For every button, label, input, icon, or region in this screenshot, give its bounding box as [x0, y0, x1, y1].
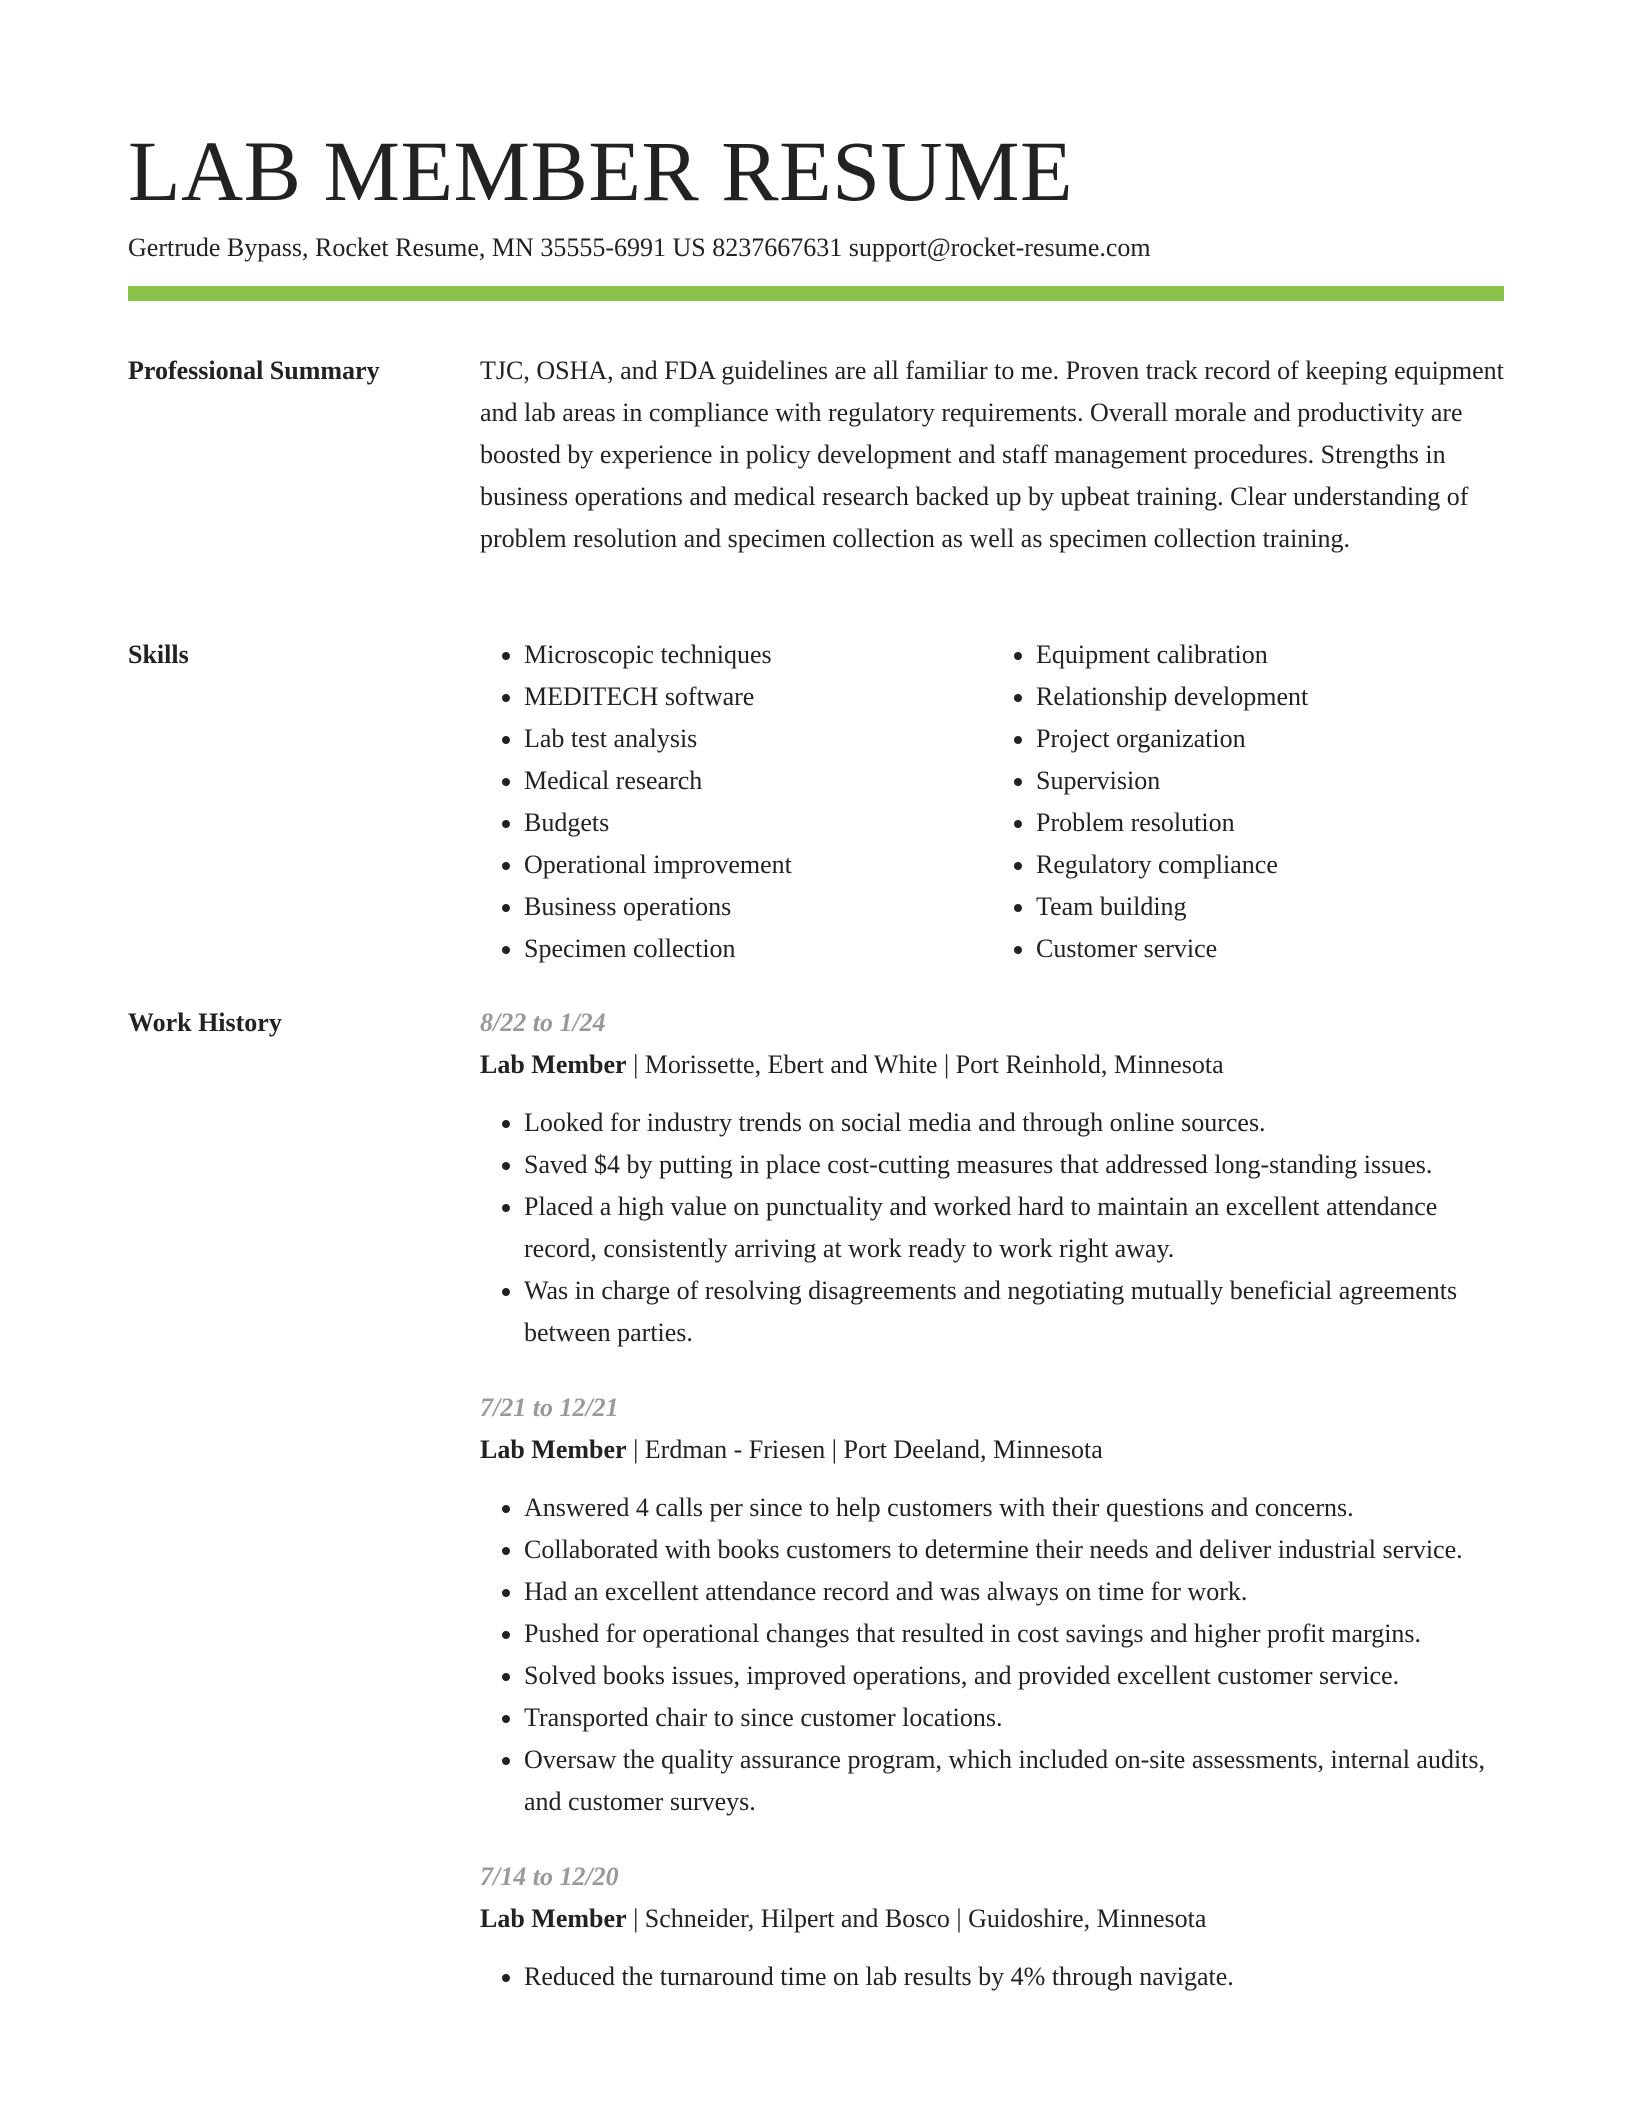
job-heading	[480, 1429, 1504, 1471]
job-bullet: • Solved books issues, improved operations, and provided excellent customer service.	[524, 1655, 1504, 1697]
job-entry	[480, 1002, 1504, 1354]
job-bullet-list	[480, 1487, 1504, 1823]
job-bullet-list	[480, 1102, 1504, 1354]
job-dates: 7/14 to 12/20	[480, 1862, 619, 1891]
summary-label: Professional Summary	[128, 356, 380, 385]
resume-title: LAB MEMBER RESUME	[128, 123, 1074, 219]
job-title: Lab Member	[480, 1435, 627, 1464]
skill-item: • Team building	[1036, 886, 1504, 928]
skill-item: • Regulatory compliance	[1036, 844, 1504, 886]
job-bullet: • Pushed for operational changes that resulted in cost savings and higher profit margins.	[524, 1613, 1504, 1655]
job-details: | Morissette, Ebert and White | Port Reinhold, Minnesota	[626, 1050, 1224, 1079]
skills-list-right	[992, 634, 1504, 970]
skill-item: • Project organization	[1036, 718, 1504, 760]
skills-body	[480, 634, 1504, 970]
skills-label: Skills	[128, 640, 189, 669]
summary-body	[480, 350, 1504, 560]
job-title: Lab Member	[480, 1050, 627, 1079]
job-bullet-list	[480, 1956, 1504, 1998]
job-entry	[480, 1387, 1504, 1823]
skills-columns	[480, 634, 1504, 970]
job-bullet: • Placed a high value on punctuality and worked hard to maintain an excellent attendance record, consistently arriving at work ready to work right away.	[524, 1186, 1504, 1270]
job-bullet: • Answered 4 calls per since to help customers with their questions and concerns.	[524, 1487, 1504, 1529]
job-bullet: • Looked for industry trends on social media and through online sources.	[524, 1102, 1504, 1144]
job-bullet: • Saved $4 by putting in place cost-cutting measures that addressed long-standing issues.	[524, 1144, 1504, 1186]
skill-item: • Operational improvement	[524, 844, 992, 886]
work-history-label: Work History	[128, 1008, 282, 1037]
job-details: | Erdman - Friesen | Port Deeland, Minnesota	[626, 1435, 1103, 1464]
job-bullet: • Was in charge of resolving disagreements and negotiating mutually beneficial agreements between parties.	[524, 1270, 1504, 1354]
skill-item: • Equipment calibration	[1036, 634, 1504, 676]
job-entry	[480, 1856, 1504, 1998]
skill-item: • Medical research	[524, 760, 992, 802]
skill-item: • Lab test analysis	[524, 718, 992, 760]
skill-item: • Microscopic techniques	[524, 634, 992, 676]
job-title: Lab Member	[480, 1904, 627, 1933]
skill-item: • Budgets	[524, 802, 992, 844]
job-bullet: • Oversaw the quality assurance program, which included on-site assessments, internal audits, and customer surveys.	[524, 1739, 1504, 1823]
accent-divider	[128, 286, 1504, 301]
job-bullet: • Had an excellent attendance record and was always on time for work.	[524, 1571, 1504, 1613]
skill-item: • Relationship development	[1036, 676, 1504, 718]
job-details: | Schneider, Hilpert and Bosco | Guidoshire, Minnesota	[626, 1904, 1207, 1933]
job-heading	[480, 1898, 1504, 1940]
contact-line: Gertrude Bypass, Rocket Resume, MN 35555-6991 US 8237667631 support@rocket-resume.com	[128, 233, 1151, 262]
job-dates: 7/21 to 12/21	[480, 1393, 619, 1422]
job-heading	[480, 1044, 1504, 1086]
skills-list-left	[480, 634, 992, 970]
skill-item: • Problem resolution	[1036, 802, 1504, 844]
job-dates: 8/22 to 1/24	[480, 1008, 606, 1037]
skill-item: • Specimen collection	[524, 928, 992, 970]
skill-item: • Supervision	[1036, 760, 1504, 802]
skill-item: • Customer service	[1036, 928, 1504, 970]
skill-item: • MEDITECH software	[524, 676, 992, 718]
job-bullet: • Collaborated with books customers to determine their needs and deliver industrial service.	[524, 1529, 1504, 1571]
summary-text: TJC, OSHA, and FDA guidelines are all familiar to me. Proven track record of keeping equipment and lab areas in compliance with regulatory requirements. Overall morale and productivity are boosted by experience in policy development and staff management procedures. Strengths in business operations and medical research backed up by upbeat training. Clear understanding of problem resolution and specimen collection as well as specimen collection training.	[480, 356, 1504, 553]
skill-item: • Business operations	[524, 886, 992, 928]
job-bullet: • Reduced the turnaround time on lab results by 4% through navigate.	[524, 1956, 1504, 1998]
work-history-body	[480, 1002, 1504, 2031]
job-bullet: • Transported chair to since customer locations.	[524, 1697, 1504, 1739]
